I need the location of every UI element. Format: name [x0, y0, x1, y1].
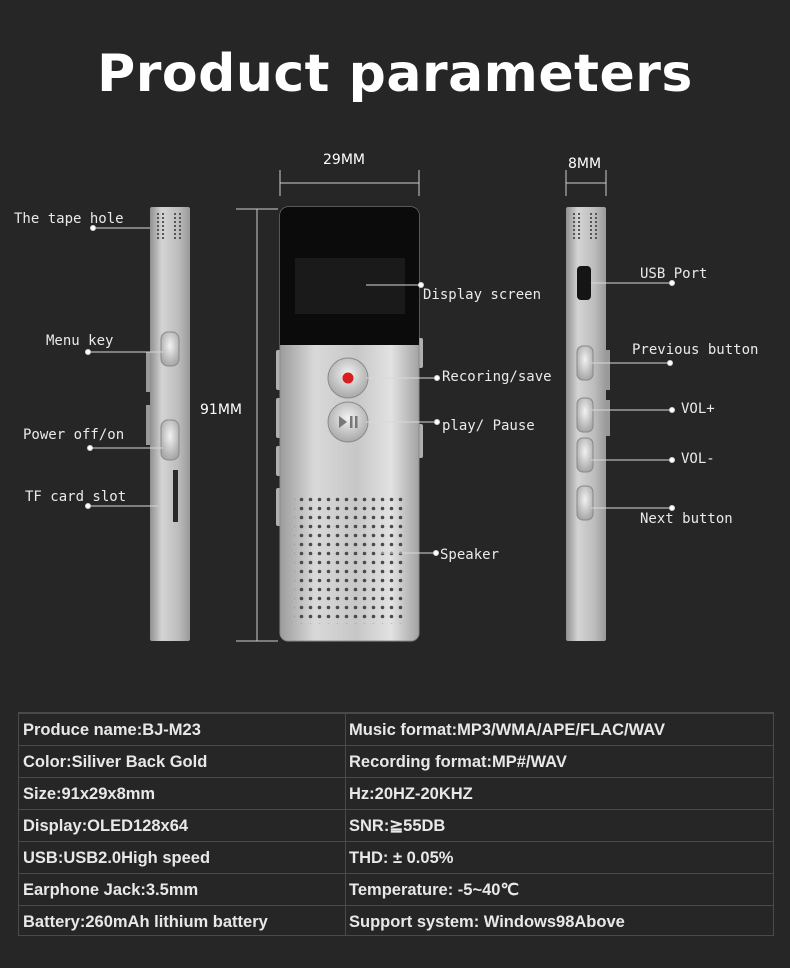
spec-cell: Temperature: -5~40℃ [349, 881, 519, 899]
next-button-label: Next button [640, 511, 733, 527]
spec-cell: Earphone Jack:3.5mm [23, 881, 199, 899]
display-screen-label: Display screen [423, 287, 542, 303]
tape-hole-label: The tape hole [14, 211, 124, 227]
play-pause-label: play/ Pause [442, 418, 535, 434]
height-dimension: 91MM [200, 402, 242, 418]
spec-table [18, 712, 774, 936]
spec-cell: Produce name:BJ-M23 [23, 721, 201, 739]
table-row [19, 873, 773, 905]
spec-cell: Battery:260mAh lithium battery [23, 913, 268, 931]
thickness-dimension: 8MM [568, 156, 602, 172]
spec-cell: Display:OLED128x64 [23, 817, 189, 835]
speaker-label: Speaker [440, 547, 500, 563]
usb-port-label: USB Port [640, 266, 708, 282]
spec-cell: Size:91x29x8mm [23, 785, 156, 803]
recording-label: Recoring/save [442, 369, 552, 385]
spec-cell: Color:Siliver Back Gold [23, 753, 208, 771]
previous-button-label: Previous button [632, 342, 759, 358]
spec-cell: Music format:MP3/WMA/APE/FLAC/WAV [349, 721, 665, 739]
table-row [19, 777, 773, 809]
left-side-view [146, 207, 190, 641]
table-row [19, 841, 773, 873]
spec-cell: Hz:20HZ-20KHZ [349, 785, 473, 803]
menu-key-label: Menu key [46, 333, 114, 349]
table-row [19, 905, 773, 937]
table-row [19, 745, 773, 777]
spec-cell: THD: ± 0.05% [349, 849, 454, 867]
front-view [276, 207, 423, 641]
table-row [19, 809, 773, 841]
power-label: Power off/on [23, 427, 125, 443]
tf-slot-label: TF card slot [25, 489, 127, 505]
spec-cell: SNR:≧55DB [349, 817, 446, 835]
table-row [19, 713, 773, 745]
spec-cell: Recording format:MP#/WAV [349, 753, 567, 771]
page-title: Product parameters [97, 44, 693, 104]
width-dimension: 29MM [323, 152, 365, 168]
spec-cell: USB:USB2.0High speed [23, 849, 211, 867]
spec-cell: Support system: Windows98Above [349, 913, 625, 931]
right-side-view [566, 207, 610, 641]
vol-up-label: VOL+ [681, 401, 715, 417]
vol-down-label: VOL- [681, 451, 715, 467]
